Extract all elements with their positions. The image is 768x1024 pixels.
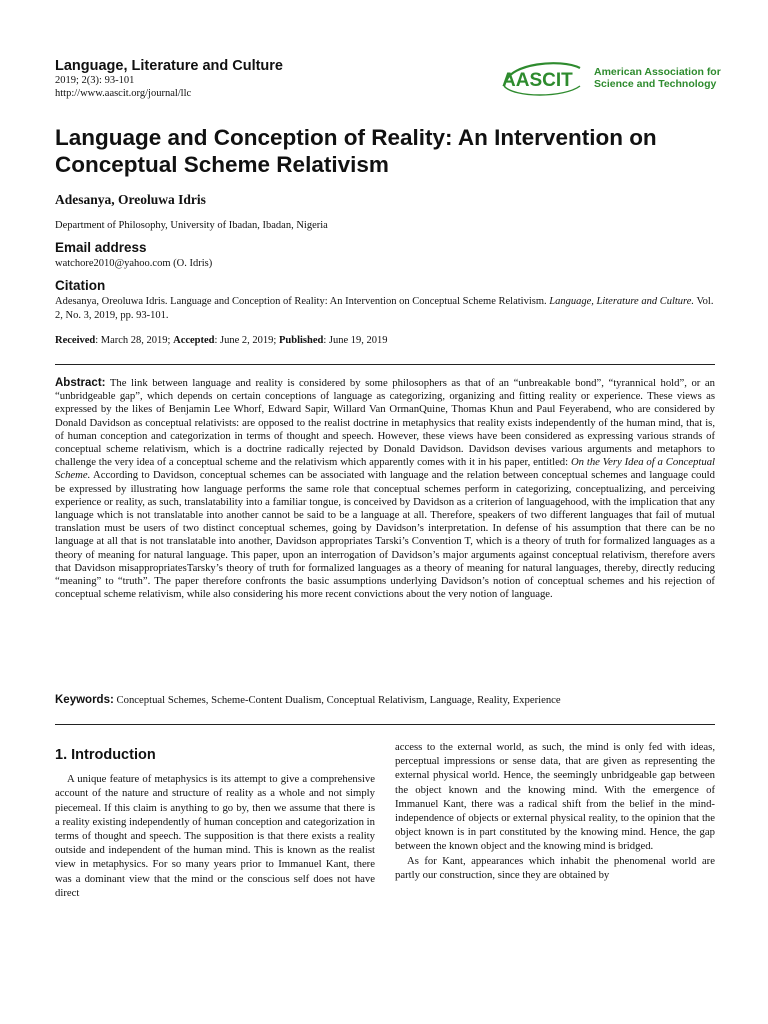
received-date: : March 28, 2019; xyxy=(95,335,174,346)
org-name-line1: American Association for xyxy=(594,66,721,78)
journal-url[interactable]: http://www.aascit.org/journal/llc xyxy=(55,87,192,99)
column-left xyxy=(55,740,375,900)
org-name xyxy=(594,66,721,90)
published-label: Published xyxy=(278,335,324,346)
intro-paragraph-3: As for Kant, appearances which inhabit the phenomenal world are partly our construction, since they are obtained by xyxy=(395,854,715,881)
paper-title: Language and Conception of Reality: An Intervention on Conceptual Scheme Relativism xyxy=(55,125,657,177)
abstract-label: Abstract: xyxy=(55,377,106,389)
journal-name: Language, Literature and Culture xyxy=(55,58,283,74)
section-heading-introduction: 1. Introduction xyxy=(55,747,156,763)
citation-journal: Language, Literature and Culture. xyxy=(549,296,695,307)
abstract-italic-title: On the Very Idea of a Conceptual Scheme. xyxy=(55,456,716,482)
keywords-label: Keywords: xyxy=(55,694,114,706)
author-name: Adesanya, Oreoluwa Idris xyxy=(55,192,206,207)
received-label: Received xyxy=(55,335,96,346)
abstract-text-1: The link between language and reality is considered by some philosophers as that of an “unbreakable bond”, “tyrannical hold”, or an “unbridgeable gap”, which depends on certain conceptions of language as categorizing, organizing and fitting reality or experience. These views as expressed by the likes of Benjamin Lee Whorf, Edward Sapir, Willard Van OrmanQuine, Thomas Khun and Paul Feyerabend, who are considered by Donald Davidson as conceptual relativists: are opposed to the realist doctrine in metaphysics that reality exists independently of the human mind, that is, of human conception and categorization in terms of thought and speech. However, these views have been considered as expressing various strands of conceptual scheme relativism, which is a doctrine radically rejected by Donald Davidson. Davidson devises various arguments and metaphors to challenge the very idea of a conceptual scheme and the relativism which apparently comes with it in his paper, entitled: xyxy=(55,377,716,469)
keywords-text: Conceptual Schemes, Scheme-Content Dualism, Conceptual Relativism, Language, Reality, Experience xyxy=(116,694,561,706)
publication-dates xyxy=(55,335,388,346)
journal-volume: 2019; 2(3): 93-101 xyxy=(55,75,135,86)
citation-heading: Citation xyxy=(55,278,106,293)
aascit-logo-icon xyxy=(500,58,584,98)
intro-paragraph-2: access to the external world, as such, the mind is only fed with ideas, perceptual impressions or sense data, that are given as representing the external physical world. Hence, the seemingly unbridgeable gap between the object known and the knowing mind. With the emergence of Immanuel Kant, there was a radical shift from the belief in the mind-independence of objects or external physical reality, to the opinion that the object known is in part constituted by the knowing mind. Hence, the gap between the known object and the knowing mind is bridged. xyxy=(395,741,715,853)
published-date: : June 19, 2019 xyxy=(323,335,388,346)
citation-details: Vol. 2, No. 3, 2019, pp. 93-101. xyxy=(55,296,714,321)
citation-main: Adesanya, Oreoluwa Idris. Language and Conception of Reality: An Intervention on Conceptual Scheme Relativism. xyxy=(55,296,547,307)
abstract-text-2: According to Davidson, conceptual schemes can be associated with language and the relation between conceptual schemes and language could be expressed by illustrating how language performs the same role that conceptual schemes perform in categorizing, conceptualizing, and perceiving experience or reality, as such, translatability into a familiar tongue, is conceived by Davidson as a criterion of languagehood, with the implication that any language which is not translatable into another cannot be said to be a language at all. Therefore, speakers of two different languages that fail of mutual translation must be users of two distinct conceptual schemes, going by Davidson’s interpretation. In defense of his assumption that there can be no language at all that is not translatable into another, Davidson appropriates Tarski’s Convention T, which is a theory of truth for formalized languages as a theory of meaning for natural language. This paper, upon an interrogation of Davidson’s major arguments against conceptual relativism, therefore avers that Davidson misappropriatesTarsky’s theory of truth for formalized languages as a theory of meaning for natural languages, thereby, directly reducing “meaning” to “truth”. The paper therefore confronts the basic assumptions underlying Davidson’s notion of conceptual schemes and his rejection of conceptual scheme relativism, while also considering his more recent convictions about the very notion of language. xyxy=(55,469,715,601)
accepted-date: : June 2, 2019; xyxy=(214,335,279,346)
keywords xyxy=(55,693,715,707)
logo-wordmark: AASCIT xyxy=(502,70,573,91)
aascit-logo xyxy=(500,58,721,98)
email-address[interactable]: watchore2010@yahoo.com (O. Idris) xyxy=(55,258,213,269)
journal-header xyxy=(55,58,283,100)
email-heading: Email address xyxy=(55,240,147,255)
org-name-line2: Science and Technology xyxy=(594,78,717,90)
accepted-label: Accepted xyxy=(173,335,215,346)
citation-text xyxy=(55,295,715,323)
divider-top xyxy=(55,364,715,365)
divider-bottom xyxy=(55,724,715,725)
affiliation: Department of Philosophy, University of Ibadan, Ibadan, Nigeria xyxy=(55,220,328,231)
intro-paragraph-1: A unique feature of metaphysics is its attempt to give a comprehensive account of the nature and structure of reality as a whole and not simply piecemeal. If this claim is anything to go by, then we assume that there is a reality existing independently of human conception and categorization in terms of thought and speech. The supposition is that there exists a reality outside and independent of the human mind. This is known as the realist view in metaphysics. For so many years prior to Immanuel Kant, there was a dominant view that the mind or the conscious self does not have direct xyxy=(55,773,375,899)
column-right xyxy=(395,740,715,882)
abstract xyxy=(55,377,715,601)
